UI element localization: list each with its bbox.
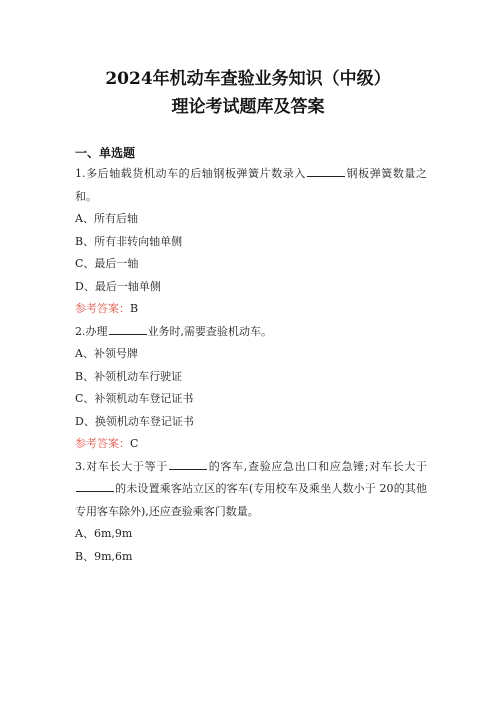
- question-2-stem-start: 2.办理: [75, 324, 108, 338]
- document-title-line-1: 2024年机动车查验业务知识（中级）: [105, 69, 391, 89]
- fill-blank: [109, 324, 147, 335]
- question-1-text: [75, 163, 427, 208]
- question-3-option-b: B、9m,6m: [75, 549, 133, 563]
- question-list: [75, 163, 427, 568]
- question-2-text: [75, 321, 427, 344]
- question-3-text: [75, 456, 427, 524]
- question-2-option-c: C、补领机动车登记证书: [75, 392, 194, 405]
- question-3-stem-middle: 的客车,查验应急出口和应急锤;对车长大于: [208, 459, 428, 473]
- question-2-answer: [75, 433, 427, 456]
- question-1-option-a: A、所有后轴: [75, 212, 138, 225]
- question-3-stem-start: 3.对车长大于等于: [75, 459, 169, 473]
- document-title-line-2: 理论考试题库及答案: [171, 97, 325, 117]
- answer-value: B: [130, 302, 139, 315]
- question-3-option-a: A、6m,9m: [75, 527, 133, 540]
- question-3-stem-end: 的未设置乘客站立区的客车(专用校车及乘坐人数小于 20的其他专用客车除外),还应查验乘客门数量。: [75, 482, 427, 518]
- question-1-stem-start: 1.多后轴载货机动车的后轴钢板弹簧片数录入: [75, 167, 306, 180]
- question-1-stem-end: 钢板弹簧数量之和。: [75, 167, 428, 203]
- question-2-option-a: A、补领号牌: [75, 347, 138, 360]
- fill-blank: [76, 481, 114, 492]
- question-1-option-d: D、最后一轴单侧: [75, 279, 161, 293]
- question-1-option-c: C、最后一轴: [75, 257, 139, 270]
- answer-value: C: [130, 437, 139, 450]
- section-heading: 一、单选题: [75, 146, 136, 160]
- question-2-option-b: B、补领机动车行驶证: [75, 369, 183, 383]
- question-1-option-b: B、所有非转向轴单侧: [75, 234, 183, 248]
- fill-blank: [169, 459, 207, 470]
- answer-label: 参考答案：: [75, 437, 130, 450]
- answer-label: 参考答案：: [75, 302, 130, 315]
- question-1-answer: [75, 298, 427, 321]
- fill-blank: [307, 166, 345, 177]
- question-2-stem-end: 业务时,需要查验机动车。: [147, 324, 272, 338]
- question-2-option-d: D、换领机动车登记证书: [75, 414, 194, 428]
